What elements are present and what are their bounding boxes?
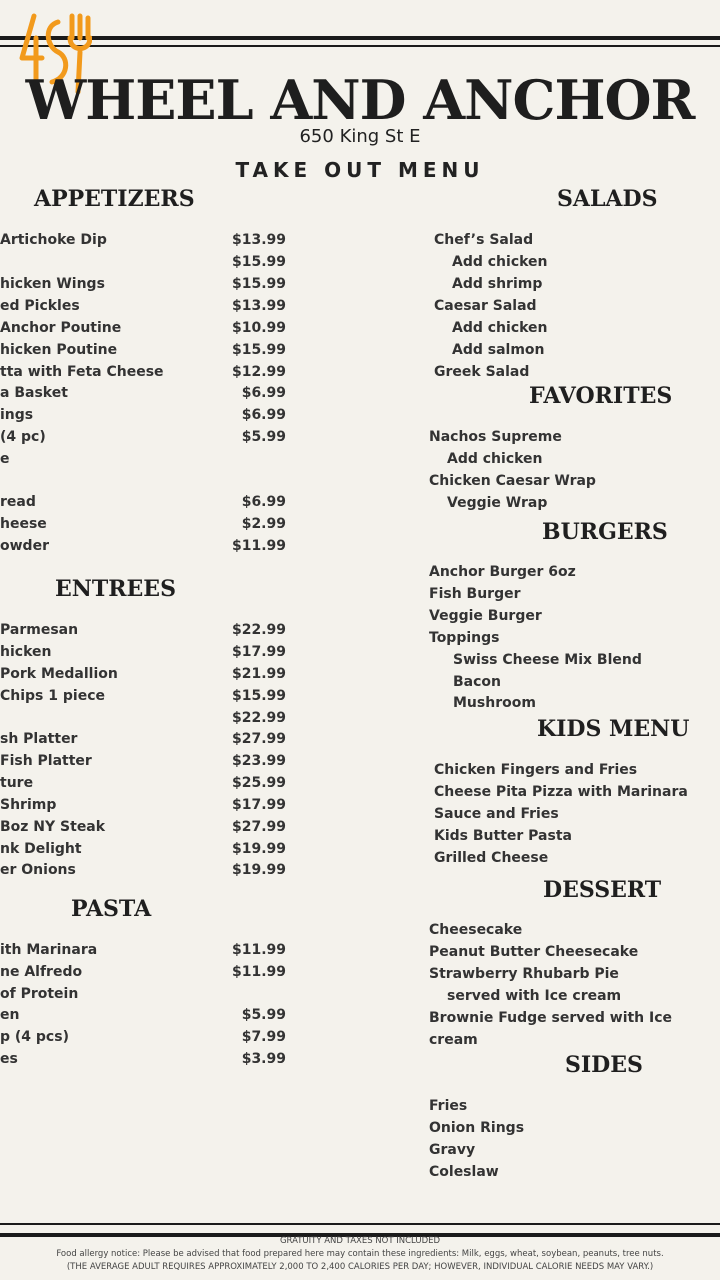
entrees-item-name: Parmesan	[0, 622, 79, 638]
pasta-item-price: $7.99	[241, 1029, 286, 1045]
pasta-item-name: ne Alfredo	[0, 964, 83, 980]
salads-item: Add salmon	[452, 342, 545, 358]
appetizers-item-name: ings	[0, 407, 34, 423]
burgers-item: Anchor Burger 6oz	[429, 564, 576, 580]
entrees-item-name: Chips 1 piece	[0, 688, 105, 704]
salads-item: Greek Salad	[434, 364, 530, 380]
kids-item: Cheese Pita Pizza with Marinara	[434, 784, 688, 800]
entrees-item-name: Boz NY Steak	[0, 819, 106, 835]
kids-heading: KIDS MENU	[537, 716, 690, 742]
appetizers-item-price: $2.99	[241, 516, 286, 532]
appetizers-item-price: $6.99	[241, 407, 286, 423]
salads-item: Add shrimp	[452, 276, 543, 292]
entrees-item-price: $23.99	[231, 753, 286, 769]
entrees-item-name: ture	[0, 775, 34, 791]
pasta-item-name: of Protein	[0, 986, 79, 1002]
entrees-item-price: $17.99	[231, 797, 286, 813]
dessert-item: Strawberry Rhubarb Pie	[429, 966, 619, 982]
burgers-item: Mushroom	[453, 695, 536, 711]
kids-item: Kids Butter Pasta	[434, 828, 572, 844]
appetizers-item-name: owder	[0, 538, 49, 554]
burgers-item: Swiss Cheese Mix Blend	[453, 652, 642, 668]
salads-item: Add chicken	[452, 320, 548, 336]
appetizers-item-name: Artichoke Dip	[0, 232, 107, 248]
appetizers-item-name: a Basket	[0, 385, 68, 401]
favorites-item: Add chicken	[447, 451, 543, 467]
appetizers-item-name: ed Pickles	[0, 298, 80, 314]
sides-heading: SIDES	[565, 1052, 643, 1078]
restaurant-title: WHEEL AND ANCHOR	[25, 68, 695, 132]
entrees-item-name: er Onions	[0, 862, 76, 878]
entrees-item-price: $25.99	[231, 775, 286, 791]
dessert-item: served with Ice cream	[447, 988, 622, 1004]
pasta-item-price: $11.99	[231, 942, 286, 958]
dessert-heading: DESSERT	[543, 877, 662, 903]
appetizers-item-price: $15.99	[231, 342, 286, 358]
favorites-item: Veggie Wrap	[447, 495, 548, 511]
salads-item: Caesar Salad	[434, 298, 537, 314]
kids-item: Grilled Cheese	[434, 850, 549, 866]
entrees-item-price: $22.99	[231, 622, 286, 638]
entrees-item-price: $15.99	[231, 688, 286, 704]
entrees-item-name: nk Delight	[0, 841, 82, 857]
entrees-item-price: $27.99	[231, 731, 286, 747]
favorites-item: Chicken Caesar Wrap	[429, 473, 596, 489]
kids-item: Chicken Fingers and Fries	[434, 762, 638, 778]
footer-calorie-notice: (THE AVERAGE ADULT REQUIRES APPROXIMATELY 2,000 TO 2,400 CALORIES PER DAY; HOWEVER, INDIVIDUAL CALORIE NEEDS MAY VARY.)	[66, 1262, 654, 1272]
sides-item: Onion Rings	[429, 1120, 525, 1136]
favorites-item: Nachos Supreme	[429, 429, 562, 445]
pasta-item-name: es	[0, 1051, 18, 1067]
entrees-item-price: $27.99	[231, 819, 286, 835]
entrees-item-name: Pork Medallion	[0, 666, 118, 682]
burgers-item: Fish Burger	[429, 586, 521, 602]
pasta-item-name: p (4 pcs)	[0, 1029, 69, 1045]
entrees-item-name: hicken	[0, 644, 52, 660]
appetizers-item-name: read	[0, 494, 36, 510]
pasta-item-price: $11.99	[231, 964, 286, 980]
pasta-item-price: $3.99	[241, 1051, 286, 1067]
salads-item: Chef’s Salad	[434, 232, 534, 248]
sides-item: Fries	[429, 1098, 468, 1114]
entrees-item-name: Fish Platter	[0, 753, 92, 769]
dessert-item: cream	[429, 1032, 478, 1048]
sides-item: Gravy	[429, 1142, 476, 1158]
pasta-item-price: $5.99	[241, 1007, 286, 1023]
restaurant-address: 650 King St E	[299, 126, 421, 147]
footer-allergy-notice: Food allergy notice: Please be advised that food prepared here may contain these ingredients: Milk, eggs, wheat, soybean, peanuts, tree nuts.	[56, 1249, 664, 1259]
appetizers-item-name: tta with Feta Cheese	[0, 364, 164, 380]
appetizers-item-price: $12.99	[231, 364, 286, 380]
appetizers-item-name: Anchor Poutine	[0, 320, 122, 336]
top-rule-thick	[0, 36, 720, 40]
pasta-item-name: en	[0, 1007, 20, 1023]
burgers-heading: BURGERS	[542, 519, 668, 545]
appetizers-item-name: heese	[0, 516, 47, 532]
burgers-item: Bacon	[453, 674, 502, 690]
entrees-item-price: $17.99	[231, 644, 286, 660]
appetizers-item-price: $5.99	[241, 429, 286, 445]
entrees-item-price: $19.99	[231, 862, 286, 878]
appetizers-heading: APPETIZERS	[34, 186, 195, 212]
dessert-item: Peanut Butter Cheesecake	[429, 944, 639, 960]
footer-gratuity: GRATUITY AND TAXES NOT INCLUDED	[279, 1236, 441, 1246]
burgers-item: Veggie Burger	[429, 608, 542, 624]
appetizers-item-name: hicken Wings	[0, 276, 105, 292]
entrees-item-name: sh Platter	[0, 731, 78, 747]
salads-heading: SALADS	[557, 186, 658, 212]
entrees-item-name: Shrimp	[0, 797, 57, 813]
dessert-item: Brownie Fudge served with Ice	[429, 1010, 673, 1026]
entrees-item-price: $19.99	[231, 841, 286, 857]
pasta-item-name: ith Marinara	[0, 942, 98, 958]
bottom-rule-thin	[0, 1223, 720, 1225]
appetizers-item-price: $15.99	[231, 254, 286, 270]
appetizers-item-name: e	[0, 451, 10, 467]
appetizers-item-name: (4 pc)	[0, 429, 46, 445]
top-rule-thin	[0, 45, 720, 47]
appetizers-item-price: $10.99	[231, 320, 286, 336]
dessert-item: Cheesecake	[429, 922, 523, 938]
favorites-heading: FAVORITES	[529, 383, 673, 409]
appetizers-item-price: $11.99	[231, 538, 286, 554]
appetizers-item-price: $6.99	[241, 494, 286, 510]
appetizers-item-price: $6.99	[241, 385, 286, 401]
menu-subtitle: TAKE OUT MENU	[235, 158, 485, 182]
pasta-heading: PASTA	[71, 896, 152, 922]
appetizers-item-price: $13.99	[231, 232, 286, 248]
kids-item: Sauce and Fries	[434, 806, 559, 822]
appetizers-item-name: hicken Poutine	[0, 342, 118, 358]
sides-item: Coleslaw	[429, 1164, 499, 1180]
entrees-heading: ENTREES	[55, 576, 176, 602]
appetizers-item-price: $15.99	[231, 276, 286, 292]
entrees-item-price: $21.99	[231, 666, 286, 682]
burgers-item: Toppings	[429, 630, 500, 646]
salads-item: Add chicken	[452, 254, 548, 270]
appetizers-item-price: $13.99	[231, 298, 286, 314]
entrees-item-price: $22.99	[231, 710, 286, 726]
